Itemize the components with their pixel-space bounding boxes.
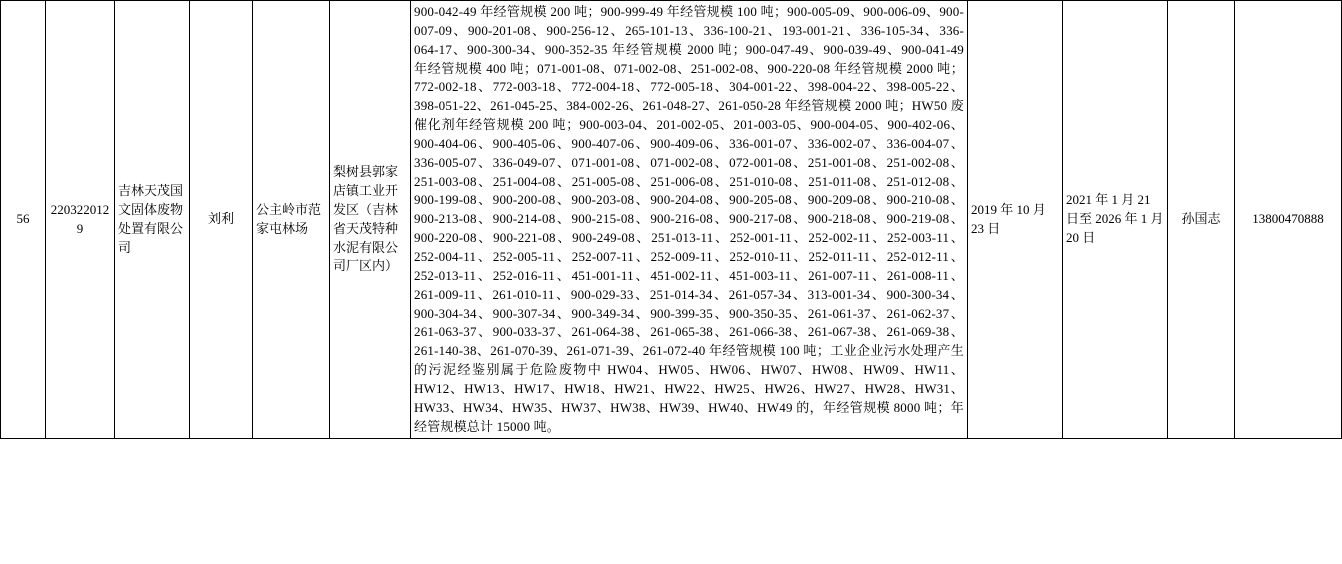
cell-issue-date: 2019 年 10 月 23 日 bbox=[968, 1, 1063, 439]
cell-contact-phone: 13800470888 bbox=[1235, 1, 1342, 439]
cell-legal-person: 刘利 bbox=[190, 1, 253, 439]
cell-serial-number: 56 bbox=[1, 1, 46, 439]
cell-company-name: 吉林天茂国文固体废物处置有限公司 bbox=[115, 1, 190, 439]
cell-valid-period: 2021 年 1 月 21 日至 2026 年 1 月 20 日 bbox=[1063, 1, 1168, 439]
cell-operation-site: 梨树县郭家店镇工业开发区（吉林省天茂特种水泥有限公司厂区内） bbox=[330, 1, 411, 439]
table-row bbox=[1, 1, 1342, 439]
cell-business-scope: 900-042-49 年经管规模 200 吨；900-999-49 年经管规模 100 吨；900-005-09、900-006-09、900-007-09、900-201-08、900-256-12、265-101-13、336-100-21、193-001-21、336-105-34、336-064-17、900-300-34、900-352-35 年经管规模 2000 吨；900-047-49、900-039-49、900-041-49 年经管规模 400 吨；071-001-08、071-002-08、251-002-08、900-220-08 年经管规模 2000 吨；772-002-18、772-003-18、772-004-18、772-005-18、304-001-22、398-004-22、398-005-22、398-051-22、261-045-25、384-002-26、261-048-27、261-050-28 年经管规模 2000 吨；HW50 废催化剂年经管规模 200 吨；900-003-04、201-002-05、201-003-05、900-004-05、900-402-06、900-404-06、900-405-06、900-407-06、900-409-06、336-001-07、336-002-07、336-004-07、336-005-07、336-049-07、071-001-08、071-002-08、072-001-08、251-001-08、251-002-08、251-003-08、251-004-08、251-005-08、251-006-08、251-010-08、251-011-08、251-012-08、900-199-08、900-200-08、900-203-08、900-204-08、900-205-08、900-209-08、900-210-08、900-213-08、900-214-08、900-215-08、900-216-08、900-217-08、900-218-08、900-219-08、900-220-08、900-221-08、900-249-08、251-013-11、252-001-11、252-002-11、252-003-11、252-004-11、252-005-11、252-007-11、252-009-11、252-010-11、252-011-11、252-012-11、252-013-11、252-016-11、451-001-11、451-002-11、451-003-11、261-007-11、261-008-11、261-009-11、261-010-11、900-029-33、251-014-34、261-057-34、313-001-34、900-300-34、900-304-34、900-307-34、900-349-34、900-399-35、900-350-35、261-061-37、261-062-37、261-063-37、900-033-37、261-064-38、261-065-38、261-066-38、261-067-38、261-069-38、261-140-38、261-070-39、261-071-39、261-072-40 年经管规模 100 吨；工业企业污水处理产生的污泥经鉴别属于危险废物中 HW04、HW05、HW06、HW07、HW08、HW09、HW11、HW12、HW13、HW17、HW18、HW21、HW22、HW25、HW26、HW27、HW28、HW31、HW33、HW34、HW35、HW37、HW38、HW39、HW40、HW49 的，年经管规模 8000 吨；年经管规模总计 15000 吨。 bbox=[411, 1, 968, 439]
cell-registered-address: 公主岭市范家屯林场 bbox=[253, 1, 330, 439]
cell-permit-code: 2203220129 bbox=[46, 1, 115, 439]
cell-contact-person: 孙国志 bbox=[1168, 1, 1235, 439]
